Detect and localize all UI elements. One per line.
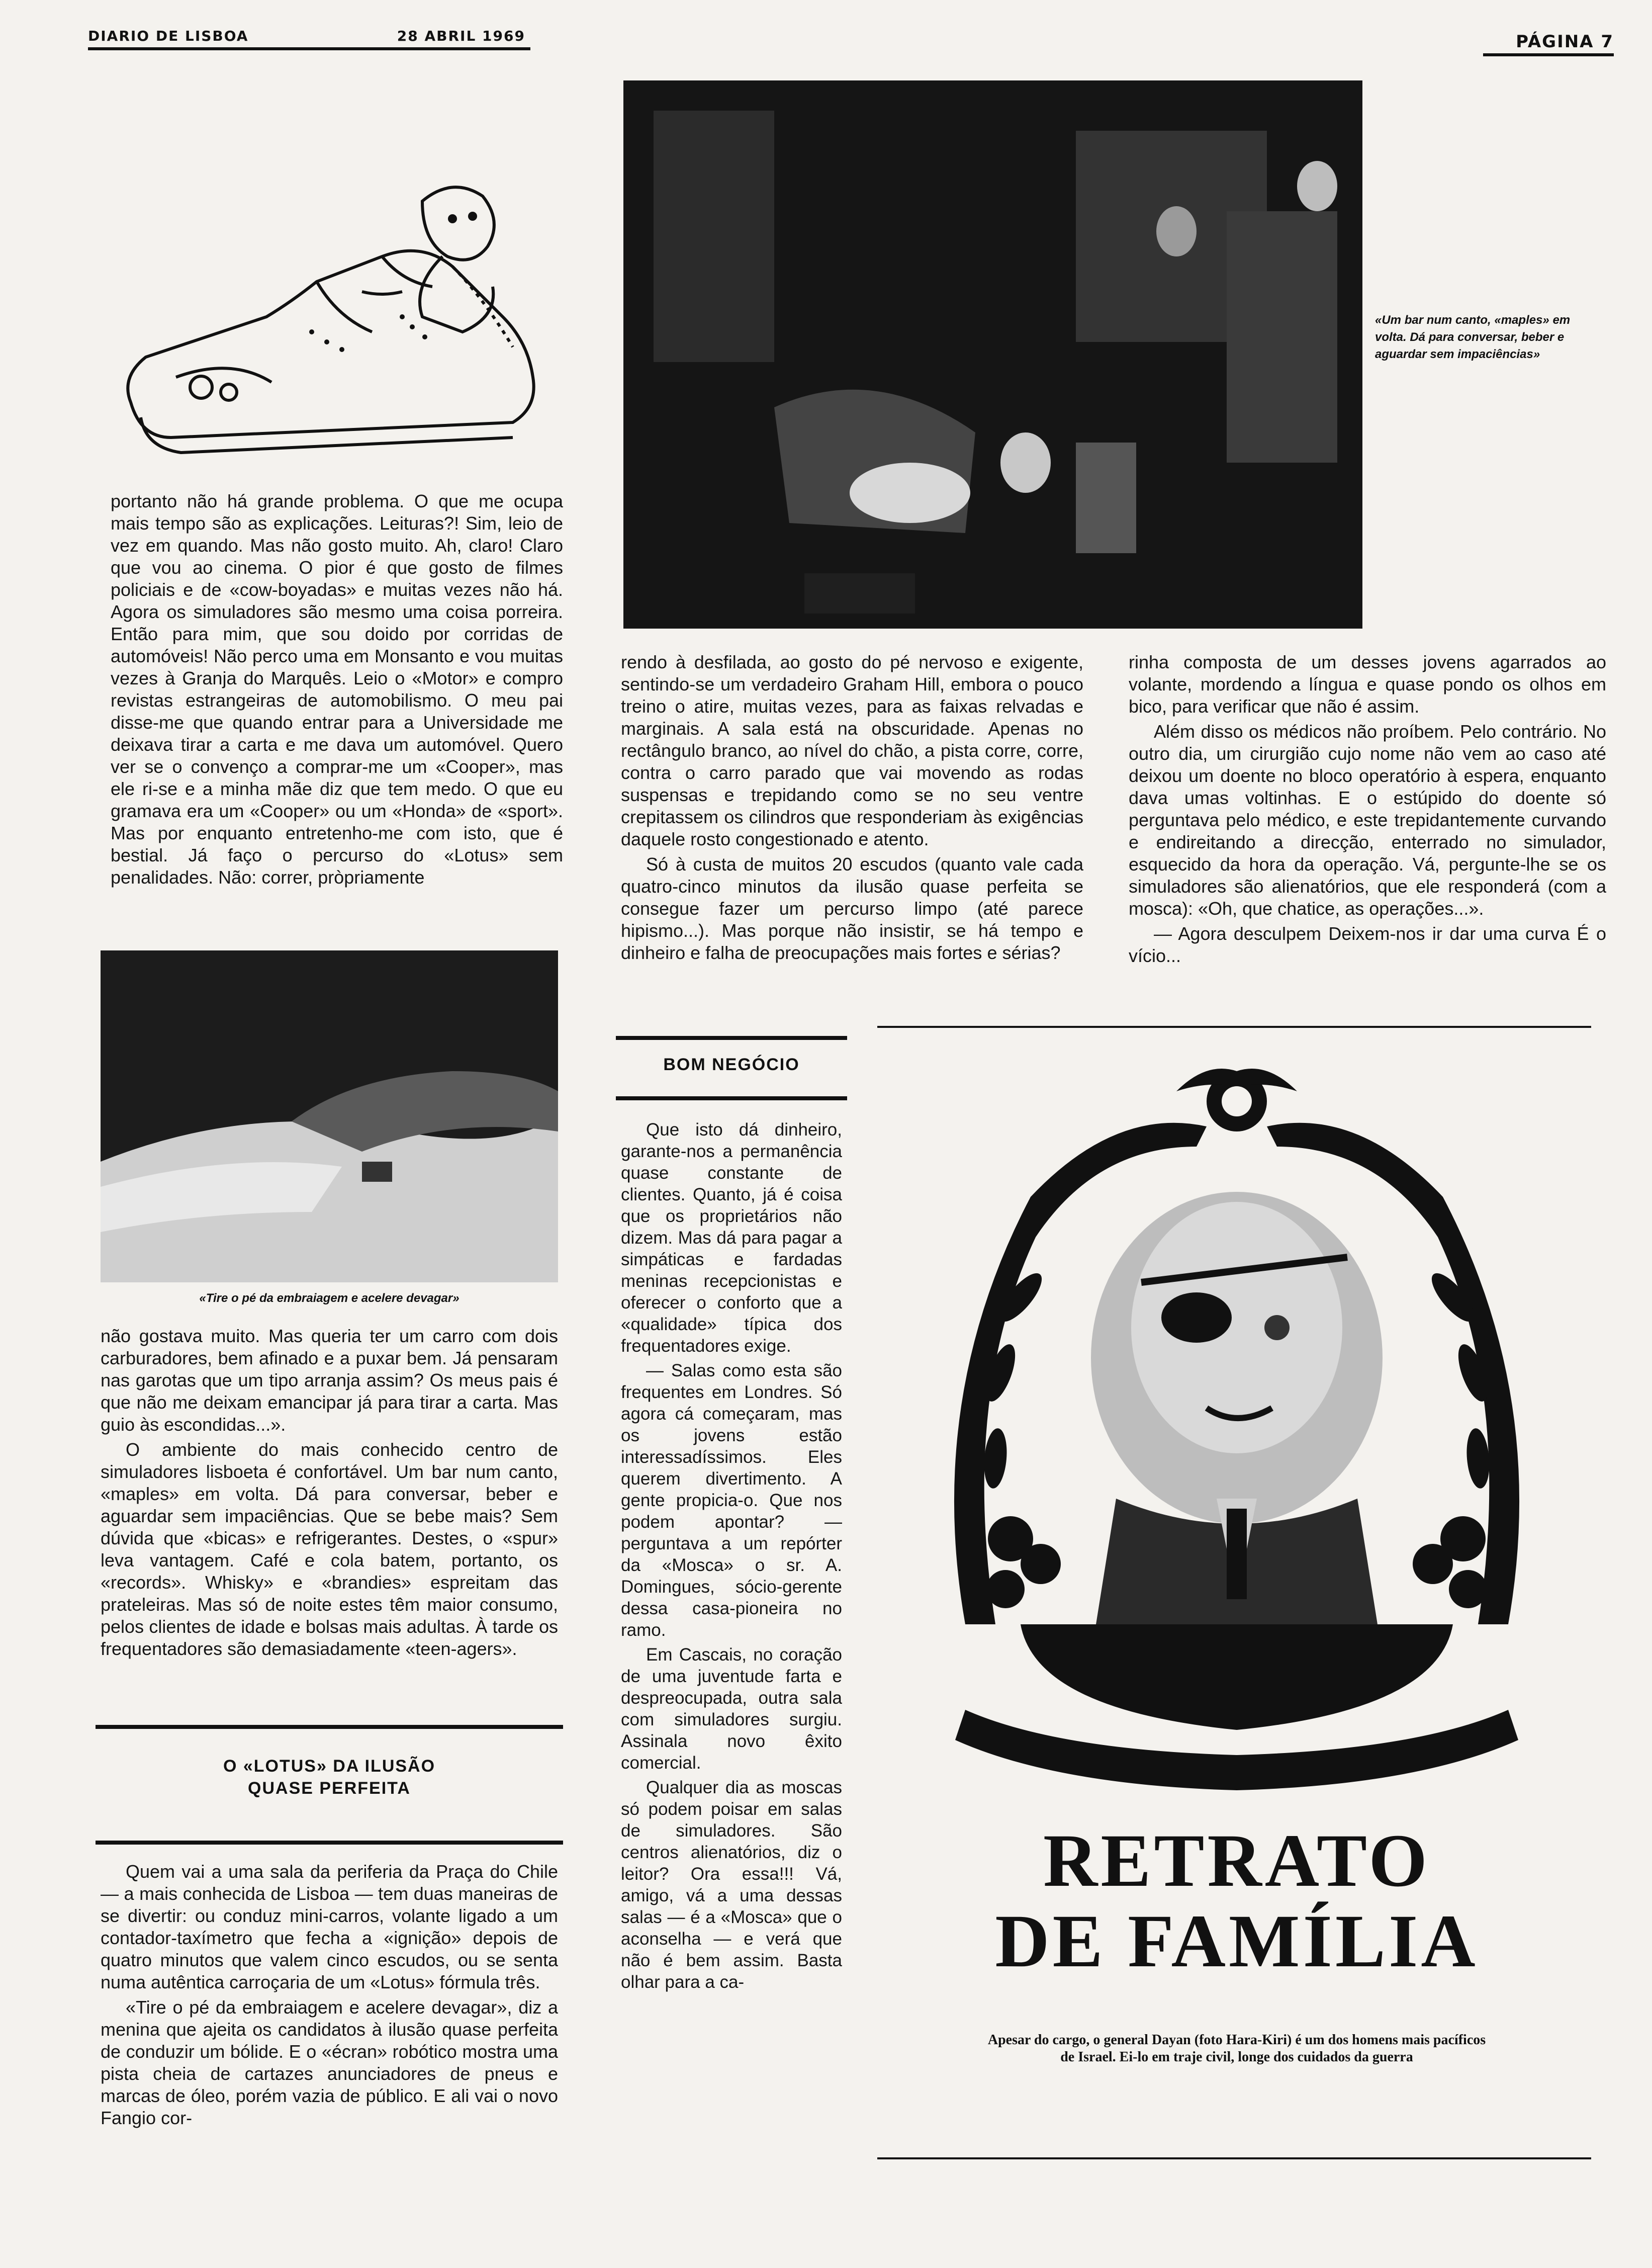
- masthead-rule: [88, 25, 530, 50]
- dayan-portrait-illustration: [905, 1046, 1569, 1810]
- paragraph: Além disso os médicos não proíbem. Pelo contrário. No outro dia, um cirurgião cujo nome não vem ao caso até deixou um doente no bloco operatório à espera, enquanto dava umas voltinhas. E o estúpido do doente só perguntava pelo médico, e este trepidantemente curvando e endireitando a direcção, enterrado no simulador, esquecido da hora da operação. Vá, pergunte-lhe se os simuladores são alienatórios, que ele responderá (com a mosca): «Oh, que chatice, as operações...».: [1129, 721, 1606, 919]
- bar-photo: [623, 80, 1362, 629]
- paragraph: O ambiente do mais conhecido centro de simuladores lisboeta é confortável. Um bar num canto, «maples» em volta. Dá para conversar, beber e aguardar sem impaciências. Que se bebe mais? Sem dúvida que «bicas» e refrigerantes. Destes, o «spur» leva vantagem. Café e cola batem, portanto, os «records». Whisky» e «brandies» espreitam das prateleiras. Mas só de noite estes têm maior consumo, pelos clientes de idade e bolsas mais adultas. À tarde os frequentadores são demasiadamente «teen-agers».: [101, 1439, 558, 1659]
- column-3-top-text: [1129, 651, 1606, 1013]
- rule: [96, 1725, 563, 1729]
- paragraph: não gostava muito. Mas queria ter um carro com dois carburadores, bem afinado e a puxar bem. Já pensaram nas garotas que um tipo arranja assim? Os meus pais é que não me deixam emancipar já para tirar a carta. Mas guio às escondidas...».: [101, 1326, 558, 1435]
- paragraph: Que isto dá dinheiro, garante-nos a permanência quase constante de clientes. Quanto, já é coisa que os proprietários não dizem. Mas dá para pagar a simpáticas e fardadas meninas recepcionistas e oferecer o conforto que a «qualidade» típica dos frequentadores exige.: [621, 1120, 842, 1356]
- portrait-caption: Apesar do cargo, o general Dayan (foto Hara-Kiri) é um dos homens mais pacíficos de Israel. Ei-lo em traje civil, longe dos cuidados da guerra: [987, 2032, 1486, 2065]
- title-line: RETRATO: [1043, 1819, 1430, 1902]
- portrait-title: [905, 1820, 1569, 1981]
- masthead-title: DIARIO DE LISBOA: [88, 28, 249, 44]
- shoe-illustration: [101, 166, 573, 478]
- paragraph: Quem vai a uma sala da periferia da Praça do Chile — a mais conhecida de Lisboa — tem duas maneiras de se divertir: ou conduz mini-carros, volante ligado a um contador-taxímetro que fecha a «ignição» depois de quatro minutos que valem cinco escudos, ou se senta numa autêntica carroçaria de um «Lotus» fórmula três.: [101, 1861, 558, 1992]
- subhead-line: QUASE PERFEITA: [248, 1779, 411, 1798]
- portrait-bottom-rule: [877, 2157, 1591, 2159]
- paragraph: portanto não há grande problema. O que me ocupa mais tempo são as explicações. Leituras?! Sim, leio de vez em quando. Mas não gosto muito. Ah, claro! Claro que vou ao cinema. O pior é que gosto de filmes policiais e de «cow-boyadas» e muitas vezes não há. Agora os simuladores são mesmo uma coisa porreira. Então para mim, que sou doido por corridas de automóveis! Não perco uma em Monsanto e vou muitas vezes à Granja do Marquês. Leio o «Motor» e compro revistas estrangeiras de automobilismo. O meu pai disse-me que quando entrar para a Universidade me deixava tirar a carta e me dava um automóvel. Quero ver se o convenço a comprar-me um «Cooper», mas ele ri-se e a minha mãe diz que tem medo. O que eu gramava era um «Cooper» ou um «Honda» de «sport». Mas por enquanto entretenho-me com isto, que é bestial. Já faço o percurso do «Lotus» sem penalidades. Não: correr, pròpriamente: [111, 491, 563, 888]
- column-1-middle-text: [101, 1325, 558, 1697]
- simulator-photo: [101, 950, 558, 1282]
- rule: [96, 1841, 563, 1845]
- paragraph: — Agora desculpem Deixem-nos ir dar uma curva É o vício...: [1129, 923, 1606, 966]
- column-2-top-text: [621, 651, 1083, 1003]
- portrait-top-rule: [877, 1026, 1591, 1028]
- paragraph: «Tire o pé da embraiagem e acelere devagar», diz a menina que ajeita os candidatos à ilusão quase perfeita de conduzir um bólide. E o «écran» robótico mostra uma pista cheia de cartazes anunciadores de pneus e marcas de óleo, porém vazia de público. E ali vai o novo Fangio cor-: [101, 1997, 558, 2128]
- title-line: DE FAMÍLIA: [995, 1899, 1479, 1983]
- paragraph: — Salas como esta são frequentes em Londres. Só agora cá começaram, mas os jovens estão interessadíssimos. Eles querem divertimento. A gente propicia-o. Que nos podem apontar? — perguntava a um repórter da «Mosca» o sr. A. Domingues, sócio-gerente dessa casa-pioneira no ramo.: [621, 1361, 842, 1640]
- page-number: PÁGINA 7: [1483, 30, 1614, 56]
- subhead-line: O «LOTUS» DA ILUSÃO: [223, 1757, 436, 1776]
- paragraph: Só à custa de muitos 20 escudos (quanto vale cada quatro-cinco minutos da ilusão quase perfeita se consegue fazer um percurso limpo (até parece hipismo...). Mas porque não insistir, se há tempo e dinheiro e falha de preocupações mais fortes e sérias?: [621, 854, 1083, 963]
- paragraph: rendo à desfilada, ao gosto do pé nervoso e exigente, sentindo-se um verdadeiro Graham Hill, embora o pouco treino o atire, muitas vezes, para as faixas relvadas e marginais. A sala está na obscuridade. Apenas no rectângulo branco, ao nível do chão, a pista corre, corre, contra o carro parado que vai movendo as rodas suspensas e trepidando como se no seu ventre crepitassem os cilindros que responderiam às exigências daquele rosto congestionado e atento.: [621, 652, 1083, 849]
- column-1-bottom-text: [101, 1861, 558, 2223]
- subhead-bom-negocio: BOM NEGÓCIO: [663, 1055, 800, 1074]
- issue-date: 28 ABRIL 1969: [397, 28, 525, 44]
- rule: [616, 1036, 847, 1040]
- paragraph: Qualquer dia as moscas só podem poisar em salas de simuladores. São centros alienatórios, diz o leitor? Ora essa!!! Vá, amigo, vá a uma dessas salas — é a «Mosca» que o aconselha — e verá que não é bem assim. Basta olhar para a ca-: [621, 1778, 842, 1992]
- bar-photo-caption: «Um bar num canto, «maples» em volta. Dá para conversar, beber e aguardar sem impaciências»: [1375, 313, 1571, 361]
- column-1-top-text: [111, 490, 563, 943]
- paragraph: rinha composta de um desses jovens agarrados ao volante, mordendo a língua e quase pondo os olhos em bico, para verificar que não é assim.: [1129, 652, 1606, 717]
- column-2-bottom-text: [621, 1119, 842, 2225]
- subhead-lotus: [101, 1755, 558, 1799]
- paragraph: Em Cascais, no coração de uma juventude farta e despreocupada, outra sala com simuladores surgiu. Assinala novo êxito comercial.: [621, 1645, 842, 1773]
- rule: [616, 1096, 847, 1100]
- simulator-photo-caption: «Tire o pé da embraiagem e acelere devagar»: [199, 1291, 460, 1305]
